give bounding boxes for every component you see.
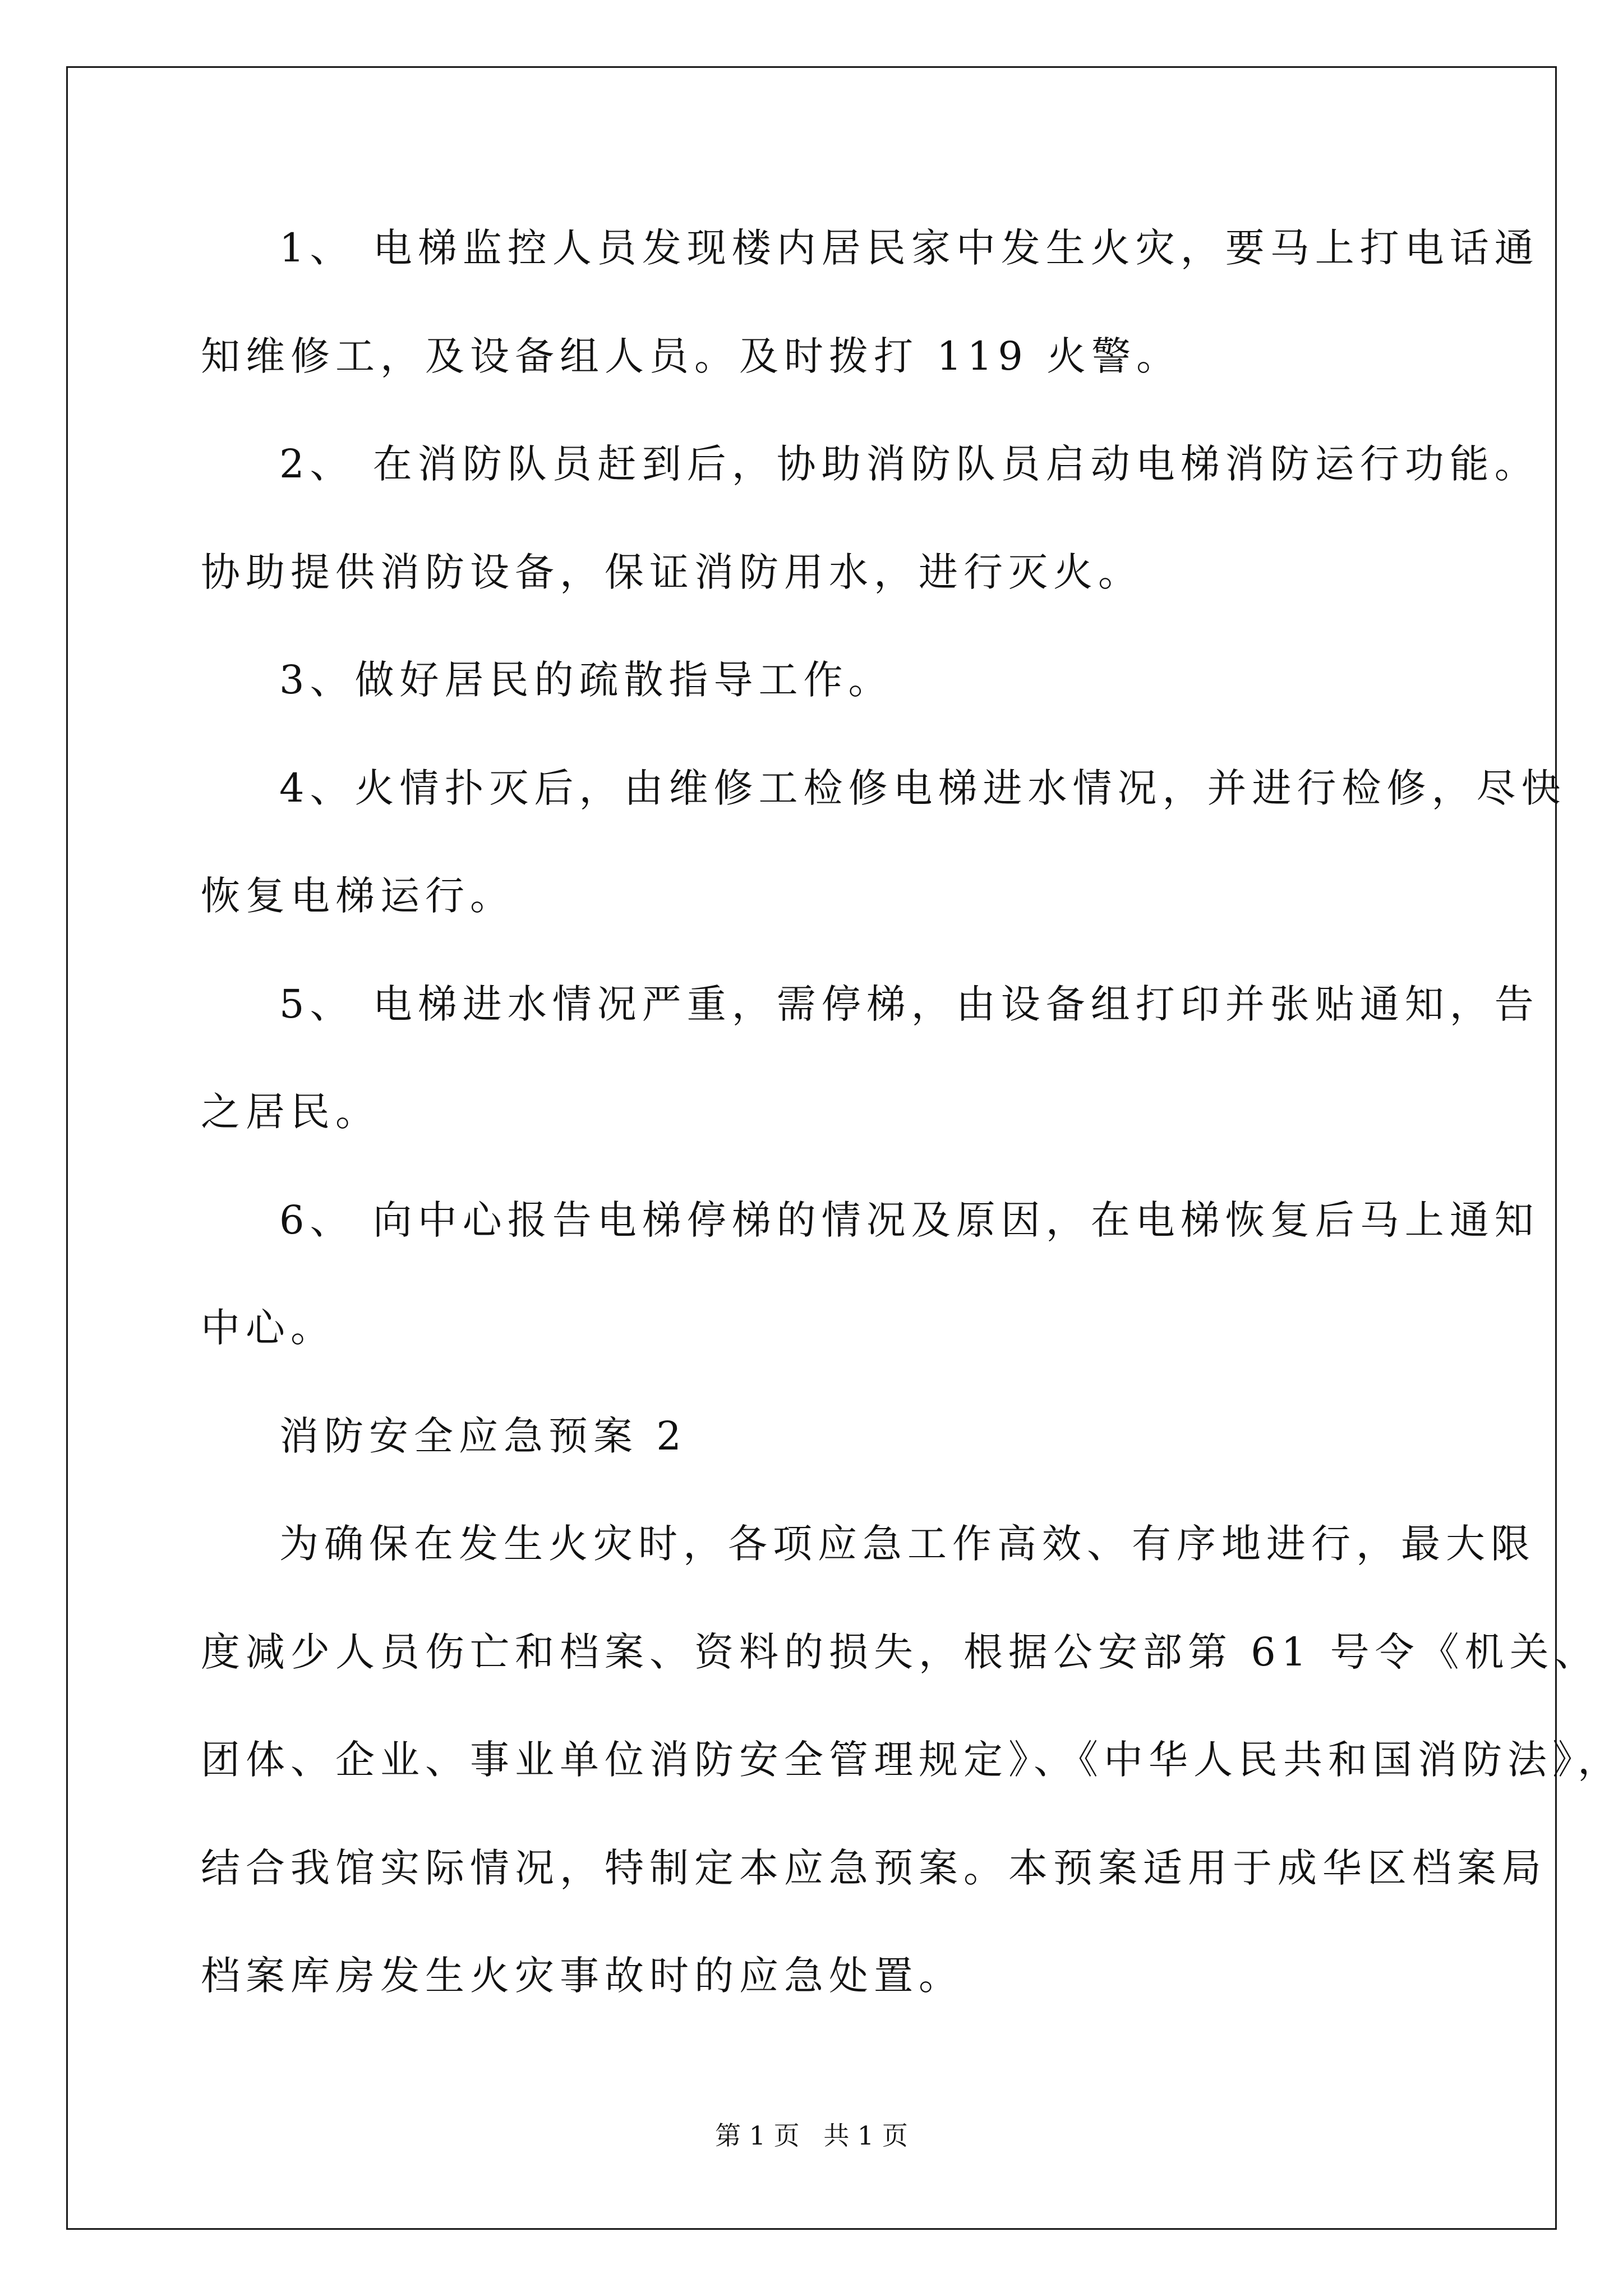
page-footer — [0, 2120, 1623, 2151]
text-line: 6、 向中心报告电梯停梯的情况及原因，在电梯恢复后马上通知 — [279, 1197, 1539, 1243]
text-line: 结合我馆实际情况，特制定本应急预案。本预案适用于成华区档案局 — [201, 1845, 1547, 1891]
text-line: 度减少人员伤亡和档案、资料的损失，根据公安部第 61 号令《机关、 — [201, 1629, 1599, 1675]
page-frame — [66, 66, 1557, 2230]
text-line: 之居民。 — [201, 1089, 380, 1135]
text-line: 3、做好居民的疏散指导工作。 — [279, 657, 893, 703]
text-line: 1、 电梯监控人员发现楼内居民家中发生火灾，要马上打电话通 — [279, 225, 1539, 271]
text-line: 知维修工，及设备组人员。及时拨打 119 火警。 — [201, 333, 1182, 379]
text-line: 中心。 — [201, 1305, 335, 1351]
text-line: 2、 在消防队员赶到后，协助消防队员启动电梯消防运行功能。 — [279, 441, 1539, 487]
page-number: 第 1 页 — [715, 2120, 800, 2151]
section-heading: 消防安全应急预案 2 — [279, 1413, 687, 1459]
text-line: 协助提供消防设备，保证消防用水，进行灭火。 — [201, 549, 1143, 595]
text-line: 恢复电梯运行。 — [201, 873, 515, 919]
page-total: 共 1 页 — [823, 2120, 908, 2151]
text-line: 4、火情扑灭后，由维修工检修电梯进水情况，并进行检修，尽快 — [279, 765, 1566, 811]
text-line: 为确保在发生火灾时，各项应急工作高效、有序地进行，最大限 — [279, 1521, 1536, 1567]
text-line: 档案库房发生火灾事故时的应急处置。 — [201, 1953, 963, 1999]
text-line: 5、 电梯进水情况严重，需停梯，由设备组打印并张贴通知，告 — [279, 981, 1539, 1027]
text-line: 团体、企业、事业单位消防安全管理规定》、《中华人民共和国消防法》， — [201, 1737, 1622, 1783]
